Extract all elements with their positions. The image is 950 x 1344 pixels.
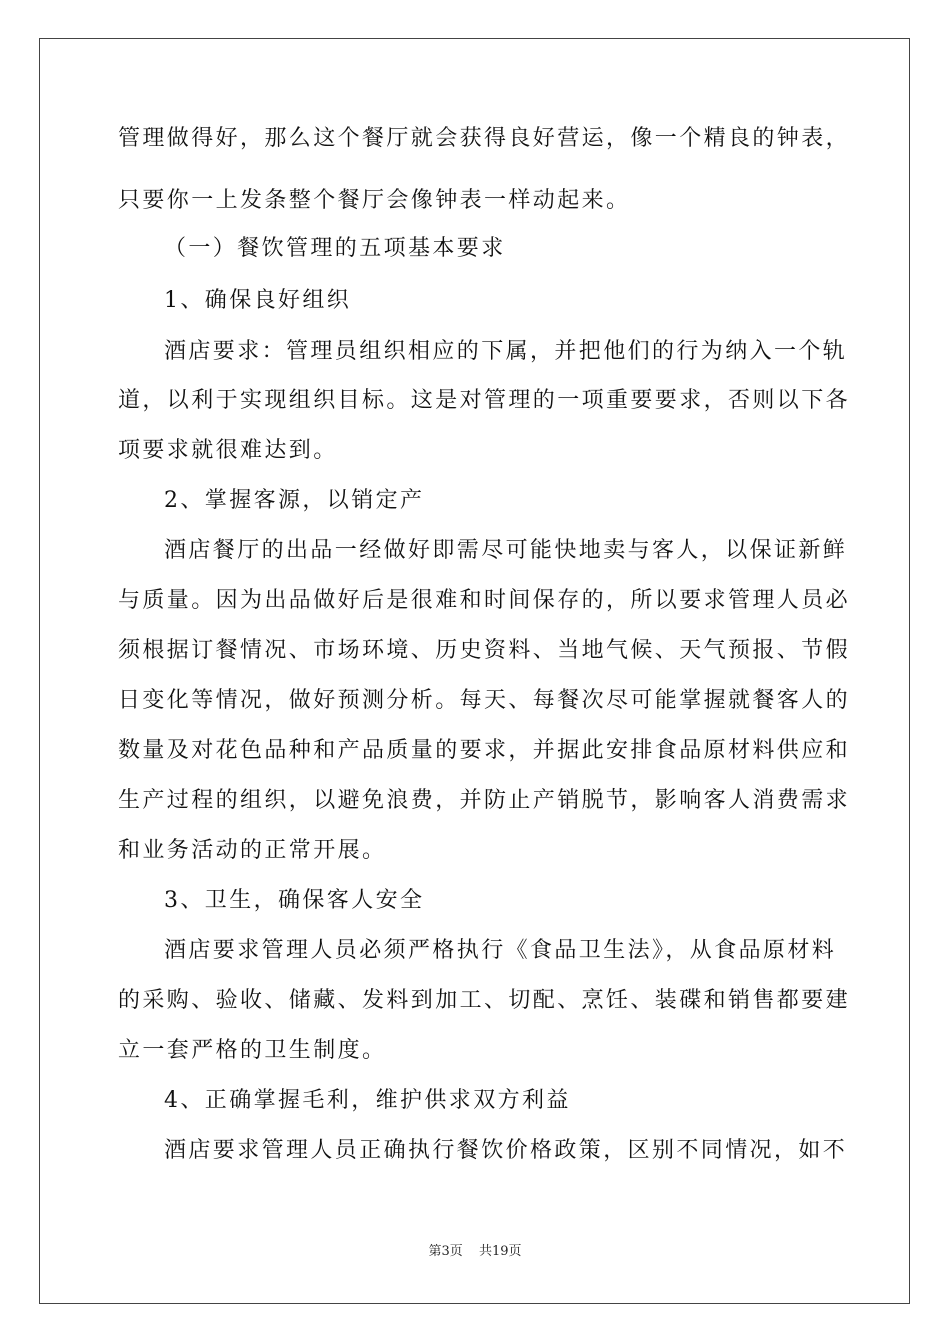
section-heading: （一）餐饮管理的五项基本要求 — [164, 236, 506, 261]
paragraph-line: 与质量。因为出品做好后是很难和时间保存的，所以要求管理人员必 — [118, 588, 851, 613]
paragraph-line: 酒店餐厅的出品一经做好即需尽可能快地卖与客人，以保证新鲜 — [164, 538, 848, 563]
page-number: 第3页 — [428, 1244, 463, 1259]
subsection-heading: 4、正确掌握毛利，维护供求双方利益 — [164, 1088, 571, 1113]
paragraph-line: 的采购、验收、储藏、发料到加工、切配、烹饪、装碟和销售都要建 — [118, 988, 851, 1013]
paragraph-line: 酒店要求：管理员组织相应的下属，并把他们的行为纳入一个轨 — [164, 339, 848, 364]
paragraph-line: 酒店要求管理人员正确执行餐饮价格政策，区别不同情况，如不 — [164, 1138, 848, 1163]
paragraph-line: 生产过程的组织，以避免浪费，并防止产销脱节，影响客人消费需求 — [118, 788, 851, 813]
paragraph-line: 管理做得好，那么这个餐厅就会获得良好营运，像一个精良的钟表， — [118, 126, 851, 151]
paragraph-line: 道，以利于实现组织目标。这是对管理的一项重要要求，否则以下各 — [118, 388, 851, 413]
total-pages: 共19页 — [478, 1244, 522, 1259]
paragraph-line: 项要求就很难达到。 — [118, 438, 338, 463]
subsection-heading: 2、掌握客源，以销定产 — [164, 488, 425, 513]
paragraph-line: 只要你一上发条整个餐厅会像钟表一样动起来。 — [118, 188, 631, 213]
page-footer — [0, 1240, 950, 1259]
subsection-heading: 3、卫生，确保客人安全 — [164, 888, 425, 913]
paragraph-line: 立一套严格的卫生制度。 — [118, 1038, 387, 1063]
paragraph-line: 数量及对花色品种和产品质量的要求，并据此安排食品原材料供应和 — [118, 738, 851, 763]
paragraph-line: 和业务活动的正常开展。 — [118, 838, 387, 863]
paragraph-line: 日变化等情况，做好预测分析。每天、每餐次尽可能掌握就餐客人的 — [118, 688, 851, 713]
paragraph-line: 酒店要求管理人员必须严格执行《食品卫生法》，从食品原材料 — [164, 938, 837, 963]
subsection-heading: 1、确保良好组织 — [164, 288, 352, 313]
paragraph-line: 须根据订餐情况、市场环境、历史资料、当地气候、天气预报、节假 — [118, 638, 851, 663]
